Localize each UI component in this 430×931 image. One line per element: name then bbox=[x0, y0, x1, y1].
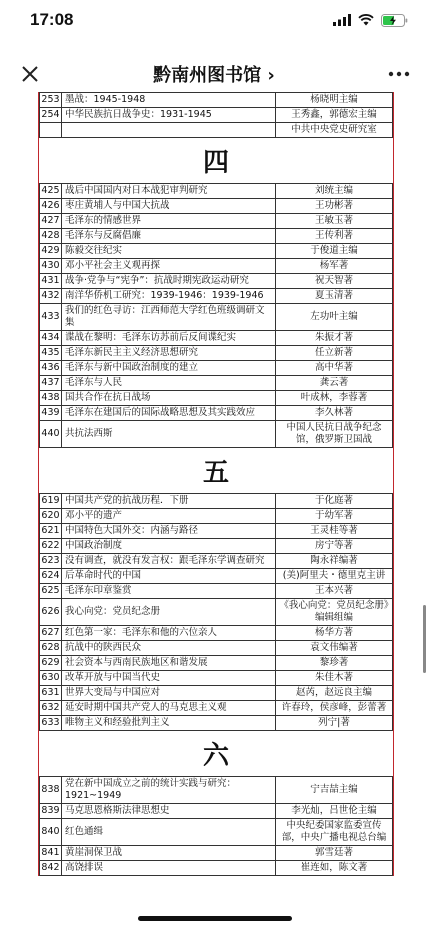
table-row bbox=[40, 259, 393, 274]
book-title: 谍战在黎明：毛泽东访苏前后反间谍纪实 bbox=[62, 331, 276, 346]
row-number: 626 bbox=[40, 599, 62, 626]
book-author: 任立新著 bbox=[276, 346, 393, 361]
row-number: 625 bbox=[40, 584, 62, 599]
table-row bbox=[40, 777, 393, 804]
table-row bbox=[40, 214, 393, 229]
book-author: 杨军著 bbox=[276, 259, 393, 274]
row-number: 841 bbox=[40, 846, 62, 861]
row-number: 428 bbox=[40, 229, 62, 244]
row-number: 627 bbox=[40, 626, 62, 641]
book-author: 王敏玉著 bbox=[276, 214, 393, 229]
more-options-icon[interactable] bbox=[388, 71, 410, 77]
book-author: 于化庭著 bbox=[276, 494, 393, 509]
book-title: 南洋华侨机工研究：1939-1946：1939-1946 bbox=[62, 289, 276, 304]
book-author: 龚云著 bbox=[276, 376, 393, 391]
table-row bbox=[40, 184, 393, 199]
signal-icon bbox=[333, 14, 351, 26]
row-number: 253 bbox=[40, 93, 62, 108]
row-number: 435 bbox=[40, 346, 62, 361]
book-title: 红色通缉 bbox=[62, 819, 276, 846]
book-title: 国共合作在抗日战场 bbox=[62, 391, 276, 406]
row-number: 839 bbox=[40, 804, 62, 819]
row-number: 630 bbox=[40, 671, 62, 686]
book-author: 王秀鑫，郭德宏主编 bbox=[276, 108, 393, 123]
table-row bbox=[40, 229, 393, 244]
row-number: 426 bbox=[40, 199, 62, 214]
row-number: 437 bbox=[40, 376, 62, 391]
book-list-page bbox=[38, 92, 394, 876]
row-number bbox=[40, 123, 62, 138]
book-table bbox=[39, 183, 393, 448]
row-number: 427 bbox=[40, 214, 62, 229]
book-title: 改革开放与中国当代史 bbox=[62, 671, 276, 686]
table-row bbox=[40, 509, 393, 524]
home-indicator[interactable] bbox=[138, 916, 292, 921]
table-row bbox=[40, 421, 393, 448]
row-number: 631 bbox=[40, 686, 62, 701]
table-row bbox=[40, 584, 393, 599]
table-row bbox=[40, 599, 393, 626]
section-heading: 四 bbox=[202, 148, 229, 178]
table-row bbox=[40, 331, 393, 346]
book-table bbox=[39, 92, 393, 138]
table-row bbox=[40, 626, 393, 641]
book-title: 没有调查，就没有发言权：跟毛泽东学调查研究 bbox=[62, 554, 276, 569]
book-title: 马克思恩格斯法律思想史 bbox=[62, 804, 276, 819]
book-title bbox=[62, 123, 276, 138]
wifi-icon bbox=[358, 14, 374, 26]
row-number: 425 bbox=[40, 184, 62, 199]
table-row bbox=[40, 671, 393, 686]
book-title: 毛泽东与新中国政治制度的建立 bbox=[62, 361, 276, 376]
book-title: 唯物主义和经验批判主义 bbox=[62, 716, 276, 731]
book-title: 共抗法西斯 bbox=[62, 421, 276, 448]
book-author: 刘统主编 bbox=[276, 184, 393, 199]
book-author: 祝天智著 bbox=[276, 274, 393, 289]
book-title: 中国特色大国外交：内涵与路径 bbox=[62, 524, 276, 539]
book-title: 后革命时代的中国 bbox=[62, 569, 276, 584]
book-title: 红色第一家：毛泽东和他的六位亲人 bbox=[62, 626, 276, 641]
row-number: 621 bbox=[40, 524, 62, 539]
table-row bbox=[40, 494, 393, 509]
row-number: 622 bbox=[40, 539, 62, 554]
status-time: 17:08 bbox=[30, 10, 74, 29]
book-author: 黎珍著 bbox=[276, 656, 393, 671]
table-row bbox=[40, 819, 393, 846]
book-title: 延安时期中国共产党人的马克思主义观 bbox=[62, 701, 276, 716]
book-title: 抗战中的陕西民众 bbox=[62, 641, 276, 656]
book-author: 宁吉喆主编 bbox=[276, 777, 393, 804]
table-row bbox=[40, 391, 393, 406]
row-number: 431 bbox=[40, 274, 62, 289]
section-heading: 五 bbox=[202, 458, 229, 488]
book-title: 我心向党：党员纪念册 bbox=[62, 599, 276, 626]
row-number: 430 bbox=[40, 259, 62, 274]
book-title: 社会资本与西南民族地区和谐发展 bbox=[62, 656, 276, 671]
book-table bbox=[39, 776, 393, 876]
row-number: 434 bbox=[40, 331, 62, 346]
book-title: 我们的红色寻访：江西师范大学红色班级调研文集 bbox=[62, 304, 276, 331]
book-title: 邓小平社会主义观再探 bbox=[62, 259, 276, 274]
book-title: 毛泽东与反腐倡廉 bbox=[62, 229, 276, 244]
table-row bbox=[40, 108, 393, 123]
battery-charging-icon bbox=[381, 14, 408, 27]
table-row bbox=[40, 361, 393, 376]
table-row bbox=[40, 289, 393, 304]
book-author: 王本兴著 bbox=[276, 584, 393, 599]
close-icon[interactable] bbox=[20, 64, 40, 84]
book-author: 列宁|著 bbox=[276, 716, 393, 731]
book-author: 陶永祥编著 bbox=[276, 554, 393, 569]
row-number: 628 bbox=[40, 641, 62, 656]
book-author: 于幼军著 bbox=[276, 509, 393, 524]
row-number: 433 bbox=[40, 304, 62, 331]
table-row bbox=[40, 569, 393, 584]
book-author: 赵芮，赵远良主编 bbox=[276, 686, 393, 701]
row-number: 840 bbox=[40, 819, 62, 846]
table-row bbox=[40, 346, 393, 361]
table-row bbox=[40, 641, 393, 656]
scrollbar[interactable] bbox=[423, 605, 426, 673]
table-row bbox=[40, 539, 393, 554]
article-content[interactable] bbox=[0, 94, 430, 931]
book-title: 战后中国国内对日本战犯审判研究 bbox=[62, 184, 276, 199]
book-author: (美)阿里夫・德里克主讲 bbox=[276, 569, 393, 584]
table-row bbox=[40, 123, 393, 138]
book-title: 世界大变局与中国应对 bbox=[62, 686, 276, 701]
book-title: 毛泽东新民主主义经济思想研究 bbox=[62, 346, 276, 361]
book-title: 战争·党争与“宪争”：抗战时期宪政运动研究 bbox=[62, 274, 276, 289]
table-row bbox=[40, 274, 393, 289]
book-title: 枣庄黄埔人与中国大抗战 bbox=[62, 199, 276, 214]
row-number: 429 bbox=[40, 244, 62, 259]
book-title: 中国政治制度 bbox=[62, 539, 276, 554]
book-title: 毛泽东印章鉴赏 bbox=[62, 584, 276, 599]
book-author: 袁文伟编著 bbox=[276, 641, 393, 656]
book-title: 党在新中国成立之前的统计实践与研究：1921~1949 bbox=[62, 777, 276, 804]
book-author: 李久林著 bbox=[276, 406, 393, 421]
row-number: 436 bbox=[40, 361, 62, 376]
book-author: 杨华方著 bbox=[276, 626, 393, 641]
table-row bbox=[40, 686, 393, 701]
status-icons bbox=[333, 14, 408, 27]
book-author: 叶成林，李蓉著 bbox=[276, 391, 393, 406]
row-number: 629 bbox=[40, 656, 62, 671]
table-row bbox=[40, 376, 393, 391]
book-author: 王传利著 bbox=[276, 229, 393, 244]
book-title: 高饶排误 bbox=[62, 861, 276, 876]
table-row bbox=[40, 524, 393, 539]
row-number: 438 bbox=[40, 391, 62, 406]
row-number: 432 bbox=[40, 289, 62, 304]
book-author: 中央纪委国家监委宣传部，中央广播电视总台编 bbox=[276, 819, 393, 846]
table-row bbox=[40, 406, 393, 421]
table-row bbox=[40, 846, 393, 861]
row-number: 619 bbox=[40, 494, 62, 509]
section-heading: 六 bbox=[202, 741, 229, 771]
book-author: 左功叶主编 bbox=[276, 304, 393, 331]
row-number: 254 bbox=[40, 108, 62, 123]
row-number: 440 bbox=[40, 421, 62, 448]
book-title: 中国共产党的抗战历程．下册 bbox=[62, 494, 276, 509]
table-row bbox=[40, 656, 393, 671]
status-bar bbox=[0, 0, 430, 40]
table-row bbox=[40, 199, 393, 214]
book-author: 夏玉清著 bbox=[276, 289, 393, 304]
book-author: 李光灿，吕世伦主编 bbox=[276, 804, 393, 819]
book-title: 毛泽东与人民 bbox=[62, 376, 276, 391]
book-title: 毛泽东的情感世界 bbox=[62, 214, 276, 229]
book-author: 朱佳木著 bbox=[276, 671, 393, 686]
row-number: 838 bbox=[40, 777, 62, 804]
book-author: 《我心向党：党员纪念册》编辑组编 bbox=[276, 599, 393, 626]
row-number: 842 bbox=[40, 861, 62, 876]
row-number: 623 bbox=[40, 554, 62, 569]
book-author: 高中华著 bbox=[276, 361, 393, 376]
row-number: 633 bbox=[40, 716, 62, 731]
table-row bbox=[40, 554, 393, 569]
book-title: 黄崖洞保卫战 bbox=[62, 846, 276, 861]
book-author: 王灵桂等著 bbox=[276, 524, 393, 539]
book-title: 邓小平的遗产 bbox=[62, 509, 276, 524]
row-number: 620 bbox=[40, 509, 62, 524]
book-author: 于俊道主编 bbox=[276, 244, 393, 259]
book-author: 王功彬著 bbox=[276, 199, 393, 214]
book-author: 房宁等著 bbox=[276, 539, 393, 554]
book-author: 中共中央党史研究室 bbox=[276, 123, 393, 138]
book-author: 中国人民抗日战争纪念馆，俄罗斯卫国战 bbox=[276, 421, 393, 448]
page-title-library[interactable]: 黔南州图书馆 › bbox=[153, 65, 275, 86]
book-author: 朱振才著 bbox=[276, 331, 393, 346]
book-title: 陈毅交往纪实 bbox=[62, 244, 276, 259]
row-number: 624 bbox=[40, 569, 62, 584]
table-row bbox=[40, 861, 393, 876]
row-number: 439 bbox=[40, 406, 62, 421]
book-author: 杨晓明主编 bbox=[276, 93, 393, 108]
table-row bbox=[40, 304, 393, 331]
table-row bbox=[40, 93, 393, 108]
book-author: 许春玲，侯彦峰，彭蕾著 bbox=[276, 701, 393, 716]
book-title: 毛泽东在建国后的国际战略思想及其实践效应 bbox=[62, 406, 276, 421]
book-table bbox=[39, 493, 393, 731]
table-row bbox=[40, 701, 393, 716]
row-number: 632 bbox=[40, 701, 62, 716]
book-author: 郭雪廷著 bbox=[276, 846, 393, 861]
table-row bbox=[40, 804, 393, 819]
book-title: 中华民族抗日战争史：1931-1945 bbox=[62, 108, 276, 123]
book-title: 墨战：1945-1948 bbox=[62, 93, 276, 108]
table-row bbox=[40, 244, 393, 259]
book-author: 崔连如，陈文著 bbox=[276, 861, 393, 876]
table-row bbox=[40, 716, 393, 731]
